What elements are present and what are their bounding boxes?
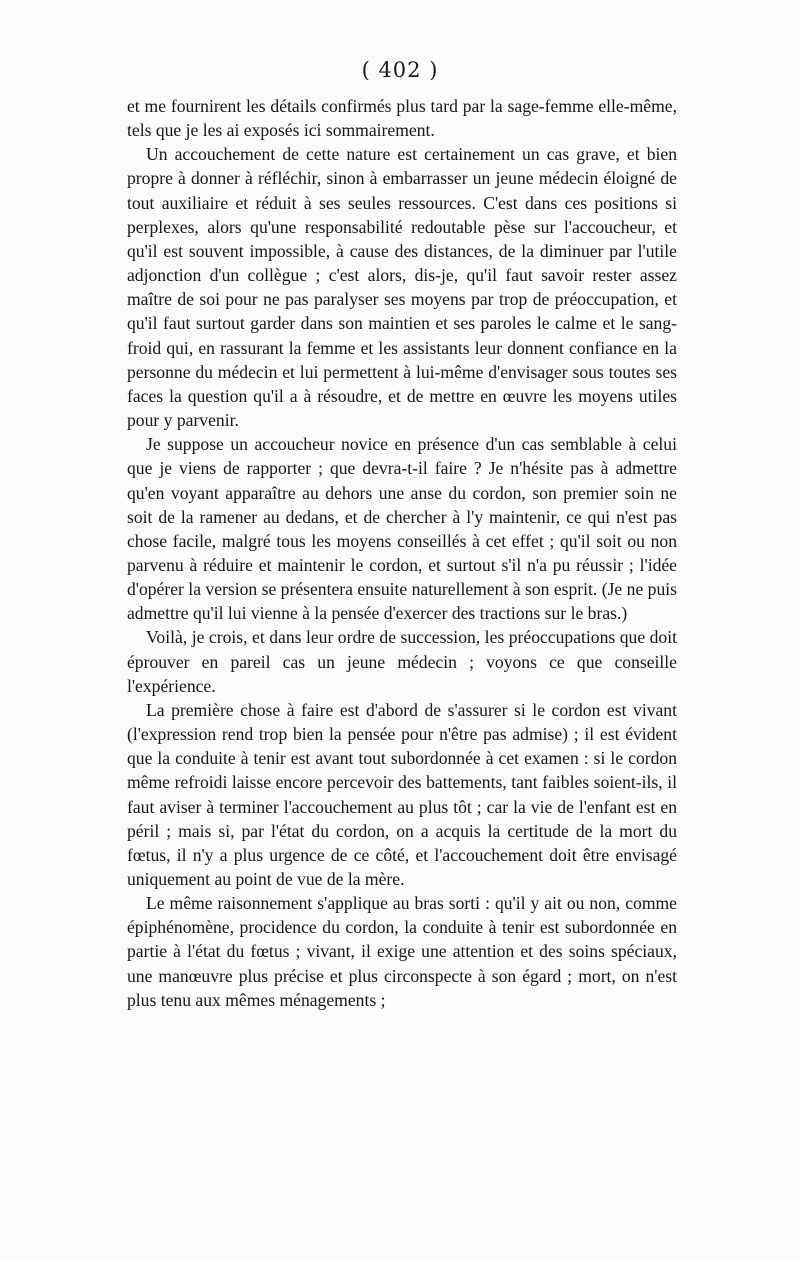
paragraph: Un accouchement de cette nature est certainement un cas grave, et bien propre à donner à réfléchir, sinon à embarrasser un jeune médecin éloigné de tout auxiliaire et réduit à ses seules ressources. C'est dans ces positions si perplexes, alors qu'une responsabilité redoutable pèse sur l'accoucheur, et qu'il est souvent impossible, à cause des distances, de la diminuer par l'utile adjonction d'un collègue ; c'est alors, dis-je, qu'il faut savoir rester assez maître de soi pour ne pas paralyser ses moyens par trop de préoccupation, et qu'il faut surtout garder dans son maintien et ses paroles le calme et le sang-froid qui, en rassurant la femme et les assistants leur donnent confiance en la personne du médecin et lui permettent à lui-même d'envisager sous toutes ses faces la question qu'il a à résoudre, et de mettre en œuvre les moyens utiles pour y parvenir. bbox=[127, 144, 677, 431]
paragraph: Voilà, je crois, et dans leur ordre de succession, les préoccupations que doit éprouver en pareil cas un jeune médecin ; voyons ce que conseille l'expérience. bbox=[127, 627, 677, 696]
paragraph: La première chose à faire est d'abord de s'assurer si le cordon est vivant (l'expression rend trop bien la pensée pour n'être pas admise) ; il est évident que la conduite à tenir est avant tout subordonnée à cet examen : si le cordon même refroidi laisse encore percevoir des battements, tant faibles soient-ils, il faut aviser à terminer l'accouchement au plus tôt ; car la vie de l'enfant est en péril ; mais si, par l'état du cordon, on a acquis la certitude de la mort du fœtus, il n'y a plus urgence de ce côté, et l'accouchement doit être envisagé uniquement au point de vue de la mère. bbox=[127, 699, 677, 889]
paragraph: Je suppose un accoucheur novice en présence d'un cas semblable à celui que je viens de rapporter ; que devra-t-il faire ? Je n'hésite pas à admettre qu'en voyant apparaître au dehors une anse du cordon, son premier soin ne soit de la ramener au dedans, et de chercher à l'y maintenir, ce qui n'est pas chose facile, malgré tous les moyens conseillés à cet effet ; qu'il soit ou non parvenu à réduire et maintenir le cordon, et surtout s'il n'a pu réussir ; l'idée d'opérer la version se présentera ensuite naturellement à son esprit. (Je ne puis admettre qu'il lui vienne à la pensée d'exercer des tractions sur le bras.) bbox=[127, 434, 677, 624]
body-text bbox=[127, 94, 677, 1012]
paragraph: Le même raisonnement s'applique au bras sorti : qu'il y ait ou non, comme épiphénomène, procidence du cordon, la conduite à tenir est subordonnée en partie à l'état du fœtus ; vivant, il exige une attention et des soins spéciaux, une manœuvre plus précise et plus circonspecte à son égard ; mort, on n'est plus tenu aux mêmes ménagements ; bbox=[127, 893, 677, 1010]
paragraph-continuation: et me fournirent les détails confirmés plus tard par la sage-femme elle-même, tels que je les ai exposés ici sommairement. bbox=[127, 96, 677, 141]
page-number: ( 402 ) bbox=[361, 58, 439, 82]
